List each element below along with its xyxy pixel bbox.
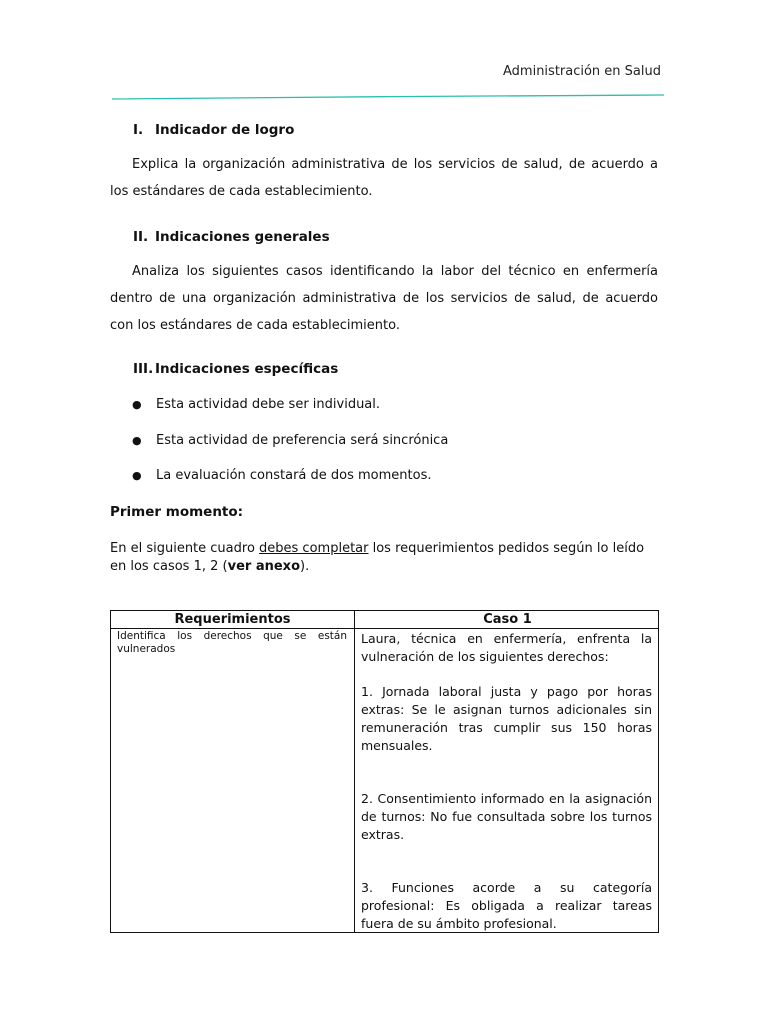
section-title: Indicaciones generales	[155, 229, 330, 245]
table-header-requerimientos: Requerimientos	[174, 612, 291, 627]
paragraph-generales	[110, 258, 658, 339]
bullet-item	[132, 397, 380, 412]
section-number: I.	[133, 122, 144, 138]
section-heading-3	[133, 361, 338, 377]
header-divider-line	[112, 95, 664, 99]
section-heading-2	[133, 229, 330, 245]
paragraph-logro	[110, 151, 658, 205]
intro-text: los requerimientos pedidos según lo leído en los casos 1, 2 (	[110, 541, 645, 574]
table-cell-requirement: Identifica los derechos que se están vulnerados	[117, 630, 347, 655]
primer-momento-intro	[110, 540, 658, 576]
section-title: Indicador de logro	[155, 122, 295, 138]
intro-underlined: debes completar	[259, 541, 369, 556]
table-cell-case-1	[361, 630, 652, 933]
primer-momento-title: Primer momento:	[110, 504, 244, 520]
section-heading-1	[133, 122, 294, 138]
section-number: III.	[133, 361, 154, 377]
bullet-item	[132, 433, 448, 448]
case-item-2: 2. Consentimiento informado en la asignación de turnos: No fue consultada sobre los turnos extras.	[361, 791, 652, 842]
table-row-divider	[111, 628, 658, 629]
case-item-3: 3. Funciones acorde a su categoría profesional: Es obligada a realizar tareas fuera de su ámbito profesional.	[361, 880, 652, 931]
bullet-item	[132, 468, 432, 483]
section-title: Indicaciones específicas	[155, 361, 339, 377]
intro-text: ).	[300, 559, 310, 574]
bullet-icon: ●	[132, 469, 142, 482]
bullet-icon: ●	[132, 398, 142, 411]
bullet-text: La evaluación constará de dos momentos.	[156, 468, 432, 483]
bullet-text: Esta actividad de preferencia será sincrónica	[156, 433, 449, 448]
table-column-divider	[354, 611, 355, 932]
header-title: Administración en Salud	[503, 64, 661, 79]
table-header-caso-1: Caso 1	[483, 612, 532, 627]
paragraph-text: Explica la organización administrativa de los servicios de salud, de acuerdo a los estándares de cada establecimiento.	[110, 157, 658, 199]
case-item-1: 1. Jornada laboral justa y pago por horas extras: Se le asignan turnos adicionales sin remuneración tras cumplir sus 150 horas mensuales.	[361, 684, 652, 753]
intro-bold: ver anexo	[227, 559, 300, 574]
bullet-text: Esta actividad debe ser individual.	[156, 397, 381, 412]
header-divider	[112, 94, 664, 102]
section-number: II.	[133, 229, 149, 245]
intro-text: En el siguiente cuadro	[110, 541, 260, 556]
paragraph-text: Analiza los siguientes casos identificando la labor del técnico en enfermería dentro de una organización administrativa de los servicios de salud, de acuerdo con los estándares de cada establecimiento.	[110, 264, 658, 333]
case-intro: Laura, técnica en enfermería, enfrenta la vulneración de los siguientes derechos:	[361, 631, 652, 664]
requirements-table	[110, 610, 659, 933]
bullet-icon: ●	[132, 434, 142, 447]
